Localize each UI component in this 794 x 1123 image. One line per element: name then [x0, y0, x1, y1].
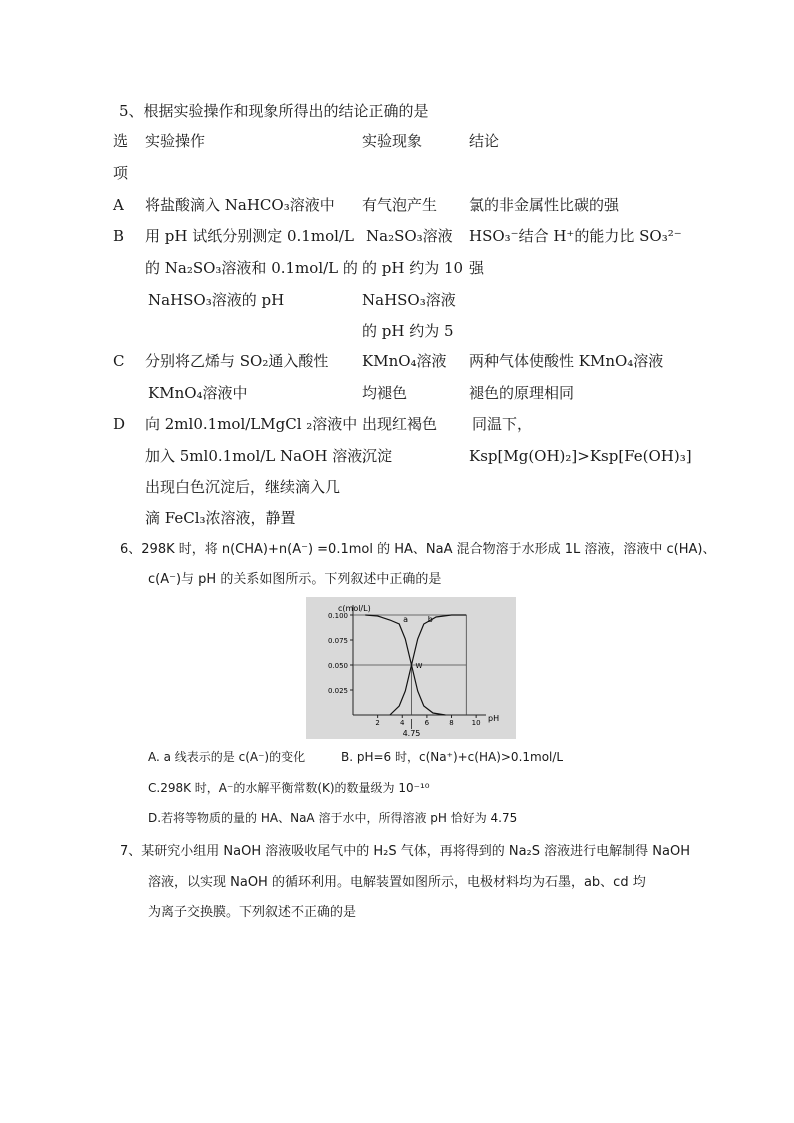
- header-option-1: 选: [113, 132, 129, 150]
- option-a-label: A: [113, 196, 124, 214]
- q6-option-b: B. pH=6 时，c(Na⁺)+c(HA)>0.1mol/L: [341, 750, 564, 764]
- option-d-operation-4: 滴 FeCl₃浓溶液，静置: [145, 509, 296, 527]
- y-ticks: [328, 612, 353, 695]
- y-tick-label: 0.025: [327, 687, 348, 695]
- curve-label-a: a: [403, 615, 409, 624]
- q6-stem-1: 6、298K 时，将 n(CHA)+n(A⁻) =0.1mol 的 HA、NaA 混合物溶于水形成 1L 溶液，溶液中 c(HA)、: [120, 542, 716, 557]
- q7-stem-1: 7、某研究小组用 NaOH 溶液吸收尾气中的 H₂S 气体，再将得到的 Na₂S 溶液进行电解制得 NaOH: [120, 844, 690, 859]
- option-d-conclusion-2: Ksp[Mg(OH)₂]>Ksp[Fe(OH)₃]: [469, 447, 692, 465]
- pka-label: 4.75: [402, 729, 421, 738]
- header-option-2: 项: [113, 164, 129, 182]
- y-tick-label: 0.050: [327, 662, 348, 670]
- option-a-operation: 将盐酸滴入 NaHCO₃溶液中: [145, 196, 335, 214]
- option-c-operation-2: KMnO₄溶液中: [148, 384, 248, 402]
- y-tick-label: 0.075: [327, 637, 348, 645]
- q7-stem-2: 溶液，以实现 NaOH 的循环利用。电解装置如图所示，电极材料均为石墨，ab、cd 均: [148, 875, 646, 890]
- concentration-ph-chart: [306, 597, 516, 739]
- option-c-conclusion-2: 褪色的原理相同: [469, 384, 575, 402]
- chart-svg: [306, 597, 516, 739]
- x-tick-label: 10: [471, 719, 481, 727]
- option-d-operation-1: 向 2ml0.1mol/LMgCl ₂溶液中: [145, 415, 358, 433]
- option-c-phenomenon-2: 均褪色: [362, 384, 408, 402]
- option-c-operation-1: 分别将乙烯与 SO₂通入酸性: [145, 352, 329, 370]
- option-b-operation-2: 的 Na₂SO₃溶液和 0.1mol/L 的: [145, 259, 358, 277]
- option-a-phenomenon: 有气泡产生: [362, 196, 438, 214]
- option-a-conclusion: 氯的非金属性比碳的强: [469, 196, 620, 214]
- option-b-operation-3: NaHSO₃溶液的 pH: [148, 291, 285, 309]
- option-b-conclusion-2: 强: [469, 259, 485, 277]
- curve-label-b: b: [427, 615, 433, 624]
- x-tick-label: 6: [424, 719, 430, 727]
- q7-stem-3: 为离子交换膜。下列叙述不正确的是: [148, 905, 357, 920]
- y-axis-label: c(mol/L): [338, 604, 371, 613]
- option-b-operation-1: 用 pH 试纸分别测定 0.1mol/L: [145, 227, 354, 245]
- option-d-operation-3: 出现白色沉淀后，继续滴入几: [145, 478, 341, 496]
- q6-option-a: A. a 线表示的是 c(A⁻)的变化: [148, 750, 306, 764]
- option-b-phenomenon-1: Na₂SO₃溶液: [366, 227, 453, 245]
- q5-stem: 5、根据实验操作和现象所得出的结论正确的是: [119, 102, 429, 120]
- option-b-conclusion-1: HSO₃⁻结合 H⁺的能力比 SO₃²⁻: [469, 227, 682, 245]
- option-c-label: C: [113, 352, 125, 370]
- header-phenomenon: 实验现象: [362, 132, 423, 150]
- option-b-phenomenon-4: 的 pH 约为 5: [362, 322, 454, 340]
- x-tick-label: 8: [449, 719, 454, 727]
- option-b-phenomenon-3: NaHSO₃溶液: [362, 291, 456, 309]
- intersection-label: W: [415, 662, 423, 670]
- header-conclusion: 结论: [469, 132, 500, 150]
- option-c-phenomenon-1: KMnO₄溶液: [362, 352, 447, 370]
- option-c-conclusion-1: 两种气体使酸性 KMnO₄溶液: [469, 352, 664, 370]
- x-tick-label: 2: [375, 719, 380, 727]
- option-b-label: B: [113, 227, 125, 245]
- q6-option-c: C.298K 时，A⁻的水解平衡常数(K)的数量级为 10⁻¹⁰: [148, 781, 430, 795]
- header-operation: 实验操作: [145, 132, 206, 150]
- x-ticks: [375, 715, 480, 727]
- option-d-phenomenon-2: 沉淀: [362, 447, 393, 465]
- option-d-phenomenon-1: 出现红褐色: [362, 415, 438, 433]
- option-d-label: D: [113, 415, 126, 433]
- q6-stem-2: c(A⁻)与 pH 的关系如图所示。下列叙述中正确的是: [148, 572, 442, 587]
- option-d-operation-2: 加入 5ml0.1mol/L NaOH 溶液,: [145, 447, 368, 465]
- q6-option-d: D.若将等物质的量的 HA、NaA 溶于水中，所得溶液 pH 恰好为 4.75: [148, 811, 518, 825]
- option-b-phenomenon-2: 的 pH 约为 10: [362, 259, 464, 277]
- option-d-conclusion-1: 同温下，: [472, 415, 533, 433]
- x-tick-label: 4: [400, 719, 405, 727]
- x-axis-label: pH: [488, 714, 500, 723]
- y-tick-label: 0.100: [327, 612, 348, 620]
